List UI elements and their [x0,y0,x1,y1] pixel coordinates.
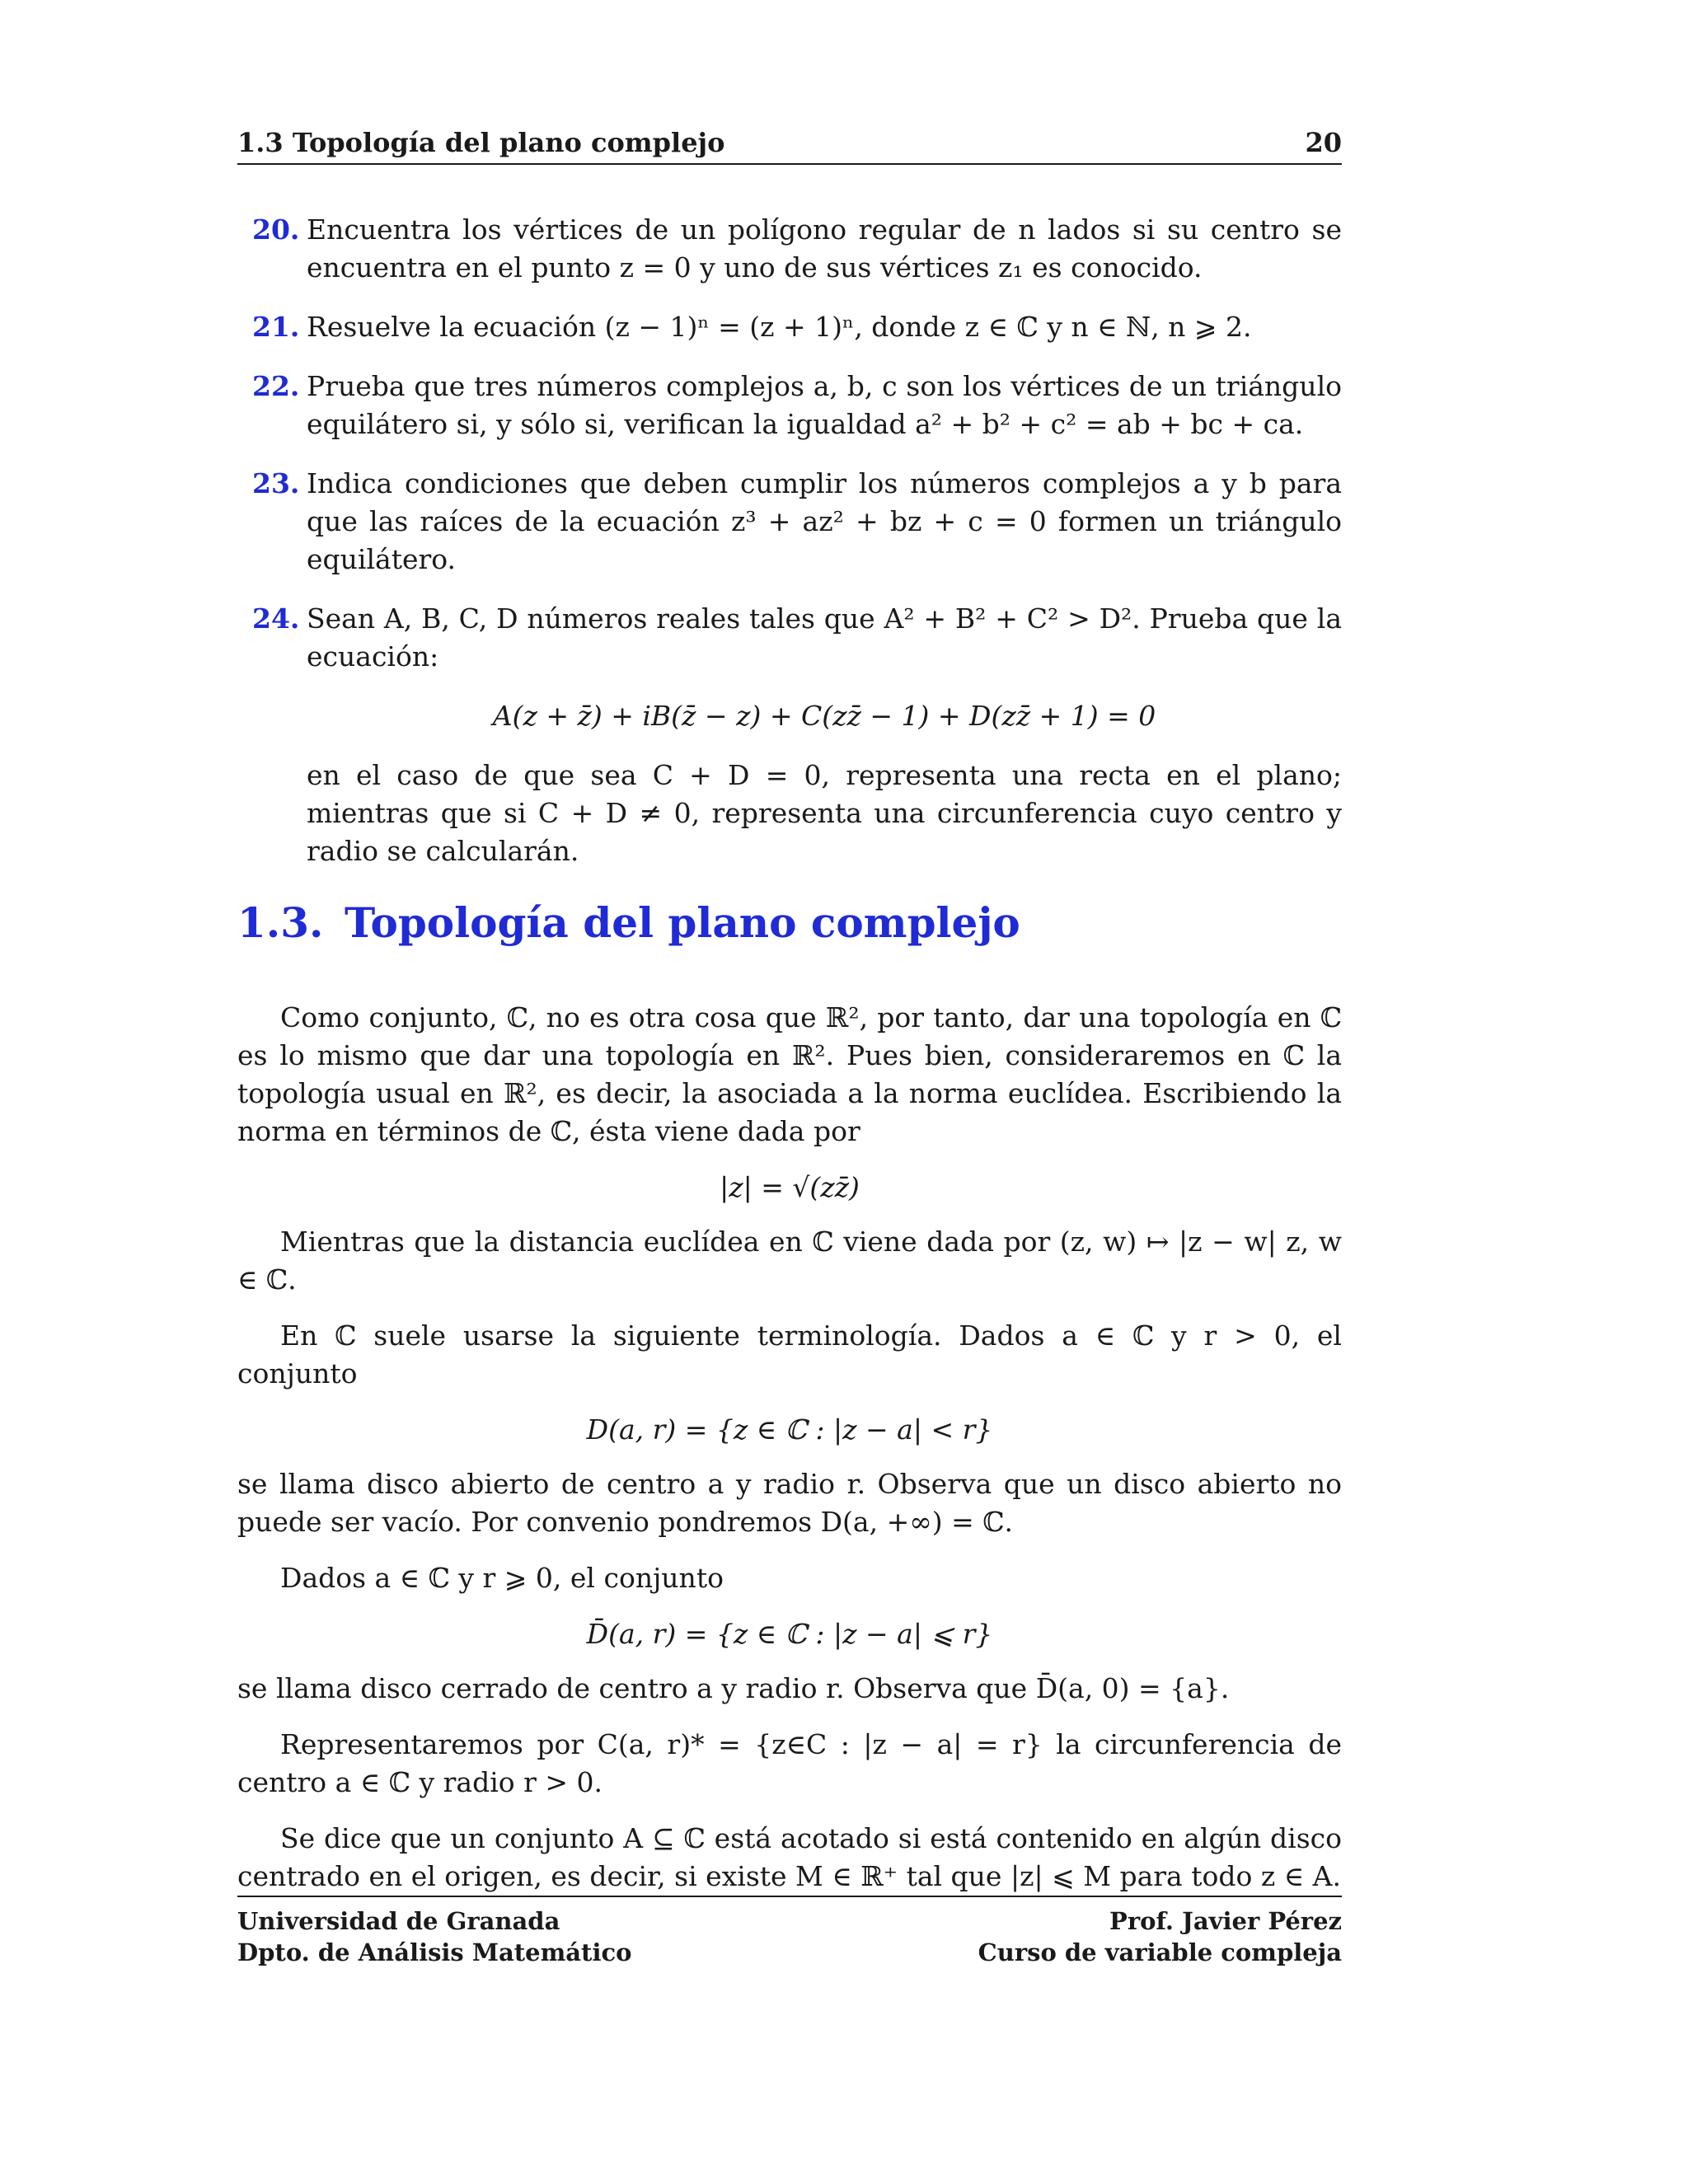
section-title: Topología del plano complejo [345,898,1020,947]
exercise-23 [237,465,1342,579]
paragraph: se llama disco cerrado de centro a y radio r. Observa que D̄(a, 0) = {a}. [237,1672,1230,1704]
exercise-continuation: en el caso de que sea C + D = 0, representa una recta en el plano; mientras que si C + D ≠ 0, representa una circunferencia cuyo centro y radio se calcularán. [307,759,1342,867]
exercise-list [237,211,1342,892]
footer-right [978,1905,1342,1968]
paragraph: Como conjunto, ℂ, no es otra cosa que ℝ², por tanto, dar una topología en ℂ es lo mismo que dar una topología en ℝ². Pues bien, consideraremos en ℂ la topología usual en ℝ², es decir, la asociada a la norma euclídea. Escribiendo la norma en términos de ℂ, ésta viene dada por [237,1001,1342,1147]
exercise-24 [237,600,1342,870]
display-equation: D(a, r) = {z ∈ ℂ : |z − a| < r} [586,1413,993,1446]
exercise-text: Encuentra los vértices de un polígono regular de n lados si su centro se encuentra en el punto z = 0 y uno de sus vértices z₁ es conocido. [307,213,1342,284]
exercise-number: 20. [252,213,300,246]
section-number: 1.3. [237,898,324,947]
paragraph: En ℂ suele usarse la siguiente terminología. Dados a ∈ ℂ y r > 0, el conjunto [237,1319,1342,1390]
paragraph: Representaremos por C(a, r)* = {z∈C : |z − a| = r} la circunferencia de centro a ∈ ℂ y radio r > 0. [237,1728,1342,1798]
display-equation: D̄(a, r) = {z ∈ ℂ : |z − a| ⩽ r} [586,1618,993,1650]
exercise-number: 24. [252,602,300,635]
exercise-20 [237,211,1342,287]
exercise-text: Sean A, B, C, D números reales tales que A² + B² + C² > D². Prueba que la ecuación: [307,602,1342,673]
section-body [237,999,1342,1914]
exercise-number: 22. [252,370,300,402]
section-heading [237,898,1342,947]
exercise-text: Prueba que tres números complejos a, b, c son los vértices de un triángulo equilátero si, y sólo si, verifican la igualdad a² + b² + c² = ab + bc + ca. [307,370,1342,440]
footer-department: Dpto. de Análisis Matemático [237,1938,632,1966]
page-footer [237,1896,1342,1966]
running-header [237,124,1342,165]
exercise-21 [237,308,1342,346]
display-equation: A(z + z̄) + iB(z̄ − z) + C(zz̄ − 1) + D(zz̄ + 1) = 0 [492,700,1156,732]
footer-left [237,1905,631,1968]
footer-university: Universidad de Granada [237,1907,560,1935]
footer-course: Curso de variable compleja [978,1938,1342,1966]
footer-author: Prof. Javier Pérez [1109,1907,1342,1935]
exercise-text: Resuelve la ecuación (z − 1)ⁿ = (z + 1)ⁿ, donde z ∈ ℂ y n ∈ ℕ, n ⩾ 2. [307,311,1252,343]
exercise-22 [237,368,1342,443]
page-number: 20 [1305,127,1342,158]
exercise-text: Indica condiciones que deben cumplir los números complejos a y b para que las raíces de la ecuación z³ + az² + bz + c = 0 formen un triángulo equilátero. [307,467,1342,575]
paragraph: Dados a ∈ ℂ y r ⩾ 0, el conjunto [280,1562,724,1594]
paragraph: se llama disco abierto de centro a y radio r. Observa que un disco abierto no puede ser vacío. Por convenio pondremos D(a, +∞) = ℂ. [237,1468,1342,1538]
paragraph: Mientras que la distancia euclídea en ℂ viene dada por (z, w) ↦ |z − w| z, w ∈ ℂ. [237,1226,1342,1296]
display-equation: |z| = √(zz̄) [720,1171,860,1203]
header-title: 1.3 Topología del plano complejo [237,127,725,158]
paragraph: Se dice que un conjunto A ⊆ ℂ está acotado si está contenido en algún disco centrado en el origen, es decir, si existe M ∈ ℝ⁺ tal que |z| ⩽ M para todo z ∈ A. [237,1822,1342,1892]
exercise-number: 23. [252,467,300,499]
exercise-number: 21. [252,311,300,343]
